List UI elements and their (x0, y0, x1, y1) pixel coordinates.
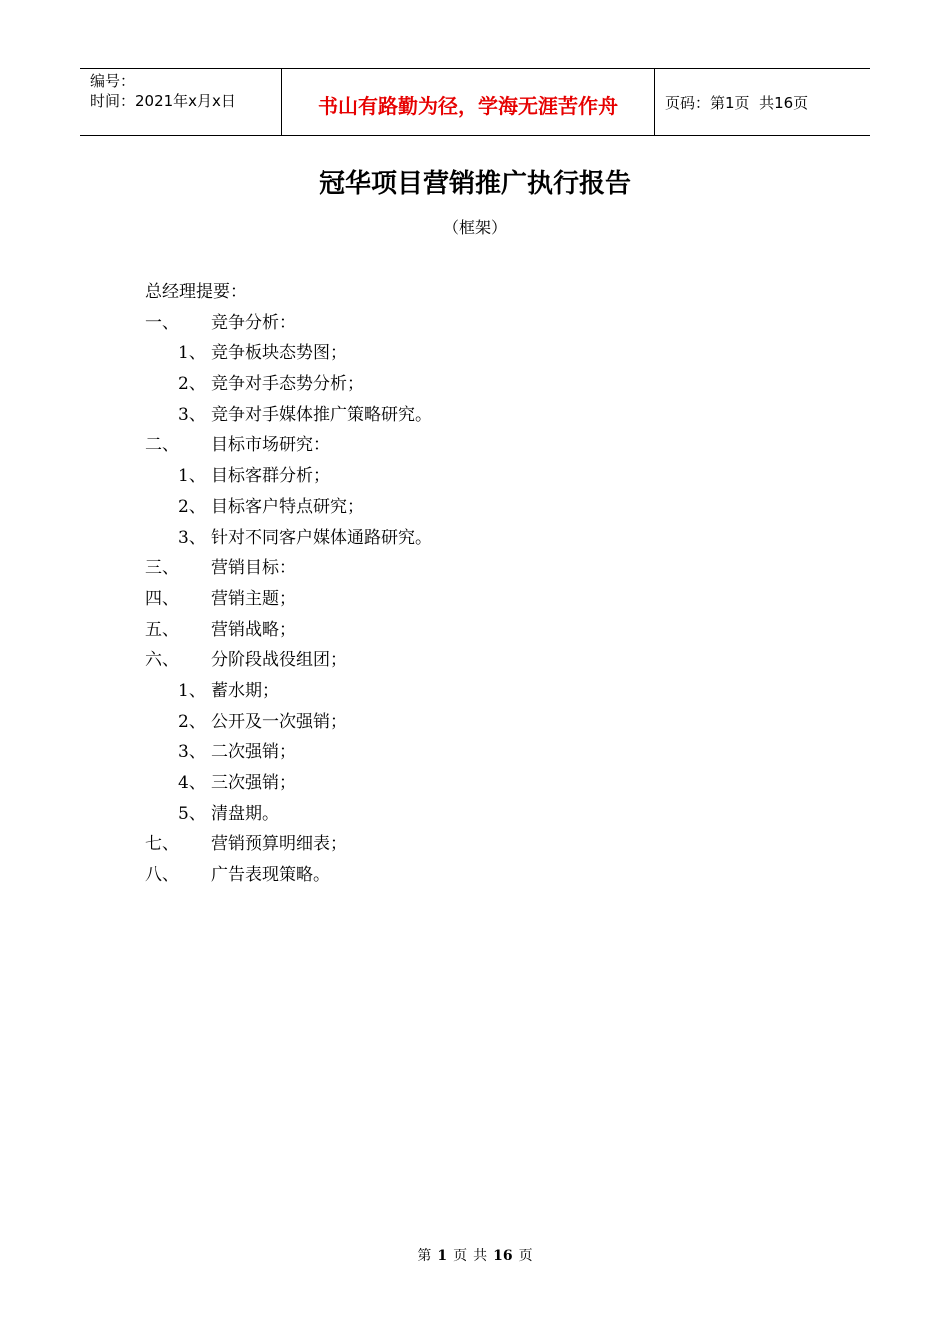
outline-number: 2、 (178, 496, 206, 517)
outline-section (145, 645, 845, 676)
outline-text: 公开及一次强销； (211, 711, 347, 732)
outline-section (145, 308, 845, 339)
outline-number: 2、 (178, 374, 206, 395)
outline-text: 广告表现策略。 (211, 865, 330, 886)
outline-number: 4、 (178, 773, 206, 793)
outline-subitem (145, 338, 845, 369)
outline-number: 1、 (178, 680, 206, 701)
page-info-text: 页码：第1页 共16页 (665, 93, 809, 112)
outline-list (145, 277, 845, 891)
outline-text: 目标客群分析； (211, 466, 330, 487)
page-footer (0, 1246, 950, 1266)
outline-number: 3、 (178, 742, 206, 763)
serial-label: 编号： (90, 72, 136, 90)
outline-subitem (145, 400, 845, 431)
document-subtitle: （框架） (442, 218, 507, 237)
outline-text: 目标市场研究： (211, 435, 330, 456)
header-motto: 书山有路勤为径，学海无涯苦作舟 (282, 69, 655, 135)
outline-section (145, 615, 845, 646)
outline-text: 竞争对手媒体推广策略研究。 (211, 404, 432, 425)
outline-number: 六、 (145, 650, 179, 671)
outline-number: 5、 (178, 803, 206, 824)
outline-text: 分阶段战役组团； (211, 650, 347, 671)
outline-text: 蓄水期； (211, 680, 279, 701)
outline-text: 竞争对手态势分析； (211, 374, 364, 395)
outline-summary (145, 277, 845, 308)
outline-text: 三次强销； (211, 773, 296, 793)
outline-text: 总经理提要： (145, 282, 247, 302)
outline-number: 1、 (178, 466, 206, 487)
outline-number: 3、 (178, 404, 206, 425)
outline-subitem (145, 799, 845, 830)
footer-mid: 页 (453, 1248, 468, 1264)
footer-prefix: 第 (417, 1248, 432, 1264)
outline-text: 营销主题； (211, 588, 296, 609)
outline-number: 四、 (145, 588, 179, 609)
outline-number: 一、 (145, 312, 179, 333)
outline-text: 营销战略； (211, 619, 296, 640)
time-label: 时间：2021年x月x日 (90, 92, 236, 110)
outline-section (145, 430, 845, 461)
outline-text: 目标客户特点研究； (211, 496, 364, 517)
outline-subitem (145, 461, 845, 492)
footer-total-prefix: 共 (473, 1248, 488, 1264)
header-page-info (655, 69, 870, 135)
outline-number: 三、 (145, 558, 179, 579)
document-title: 冠华项目营销推广执行报告 (318, 169, 631, 199)
header-meta (80, 69, 282, 135)
outline-subitem (145, 676, 845, 707)
footer-page-number: 1 (437, 1248, 448, 1264)
outline-subitem (145, 523, 845, 554)
outline-section (145, 584, 845, 615)
outline-text: 竞争分析： (211, 312, 296, 333)
outline-subitem (145, 737, 845, 768)
outline-number: 2、 (178, 711, 206, 732)
footer-total-pages: 16 (493, 1248, 513, 1264)
outline-text: 二次强销； (211, 742, 296, 763)
page-header (80, 68, 870, 136)
outline-number: 1、 (178, 343, 206, 364)
outline-section (145, 829, 845, 860)
outline-subitem (145, 492, 845, 523)
outline-subitem (145, 768, 845, 799)
outline-section (145, 553, 845, 584)
outline-subitem (145, 707, 845, 738)
outline-number: 八、 (145, 865, 179, 886)
outline-text: 营销目标： (211, 558, 296, 579)
outline-text: 营销预算明细表； (211, 834, 347, 855)
outline-text: 针对不同客户媒体通路研究。 (211, 527, 432, 548)
outline-subitem (145, 369, 845, 400)
outline-section (145, 860, 845, 891)
outline-text: 竞争板块态势图； (211, 343, 347, 364)
outline-number: 二、 (145, 435, 179, 456)
footer-suffix: 页 (518, 1248, 533, 1264)
outline-number: 3、 (178, 527, 206, 548)
outline-number: 七、 (145, 834, 179, 855)
outline-number: 五、 (145, 619, 179, 640)
outline-text: 清盘期。 (211, 803, 279, 824)
